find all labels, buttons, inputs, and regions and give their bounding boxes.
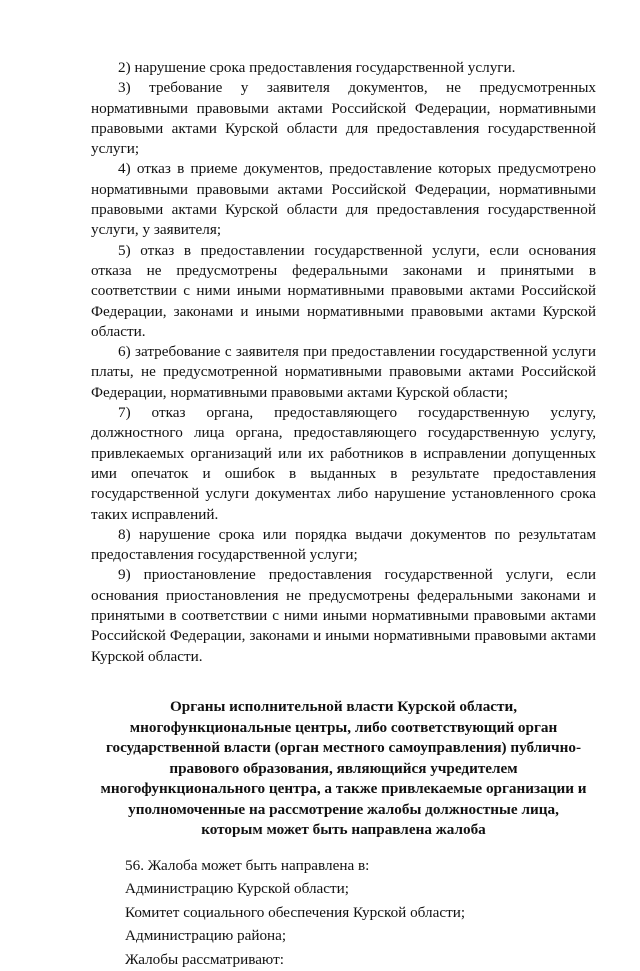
paragraph-item-3: 3) требование у заявителя документов, не предусмотренных нормативными правовыми актами Российской Федерации, нормативными правовыми актами Курской области для предоставления государственной услуги;: [91, 79, 596, 158]
list-line-committee: Комитет социального обеспечения Курской области;: [125, 903, 466, 921]
paragraph-item-7: 7) отказ органа, предоставляющего государственную услугу, должностного лица органа, предоставляющего государственную услугу, привлекаемых организаций или их работников в исправлении допущенных ими опечаток и ошибок в выданных в результате предоставления государственной услуги документах либо нарушение установленного срока таких исправлений.: [91, 404, 596, 523]
paragraph-item-4: 4) отказ в приеме документов, предоставление которых предусмотрено нормативными правовыми актами Российской Федерации, нормативными правовыми актами Курской области для предоставления государственной услуги, у заявителя;: [91, 160, 596, 239]
complaint-recipients-list: [91, 854, 596, 971]
document-page: [91, 58, 596, 971]
list-line-administration: Администрацию Курской области;: [125, 880, 350, 898]
list-line-district: Администрацию района;: [125, 927, 287, 945]
paragraph-item-6: 6) затребование с заявителя при предоставлении государственной услуги платы, не предусмотренной нормативными правовыми актами Российской Федерации, нормативными правовыми актами Курской области;: [91, 343, 596, 401]
paragraph-item-2: 2) нарушение срока предоставления государственной услуги.: [118, 59, 516, 76]
section-heading: Органы исполнительной власти Курской области, многофункциональные центры, либо соответствующий орган государственной власти (орган местного самоуправления) публично-правового образования, являющийся учредителем многофункционального центра, а также привлекаемые организации и уполномоченные на рассмотрение жалобы должностные лица, которым может быть направлена жалоба: [100, 697, 587, 839]
paragraph-item-5: 5) отказ в предоставлении государственной услуги, если основания отказа не предусмотрены федеральными законами и принятыми в соответствии с ними иными нормативными правовыми актами Российской Федерации, законами и иными нормативными правовыми актами Курской области.: [91, 241, 596, 340]
list-line-reviewers: Жалобы рассматривают:: [125, 950, 284, 968]
paragraph-item-8: 8) нарушение срока или порядка выдачи документов по результатам предоставления государственной услуги;: [91, 525, 596, 564]
list-line-intro: 56. Жалоба может быть направлена в:: [125, 857, 370, 875]
paragraph-item-9: 9) приостановление предоставления государственной услуги, если основания приостановления не предусмотрены федеральными законами и принятыми в соответствии с ними иными нормативными правовыми актами Российской Федерации, законами и иными нормативными правовыми актами Курской области.: [91, 566, 596, 665]
